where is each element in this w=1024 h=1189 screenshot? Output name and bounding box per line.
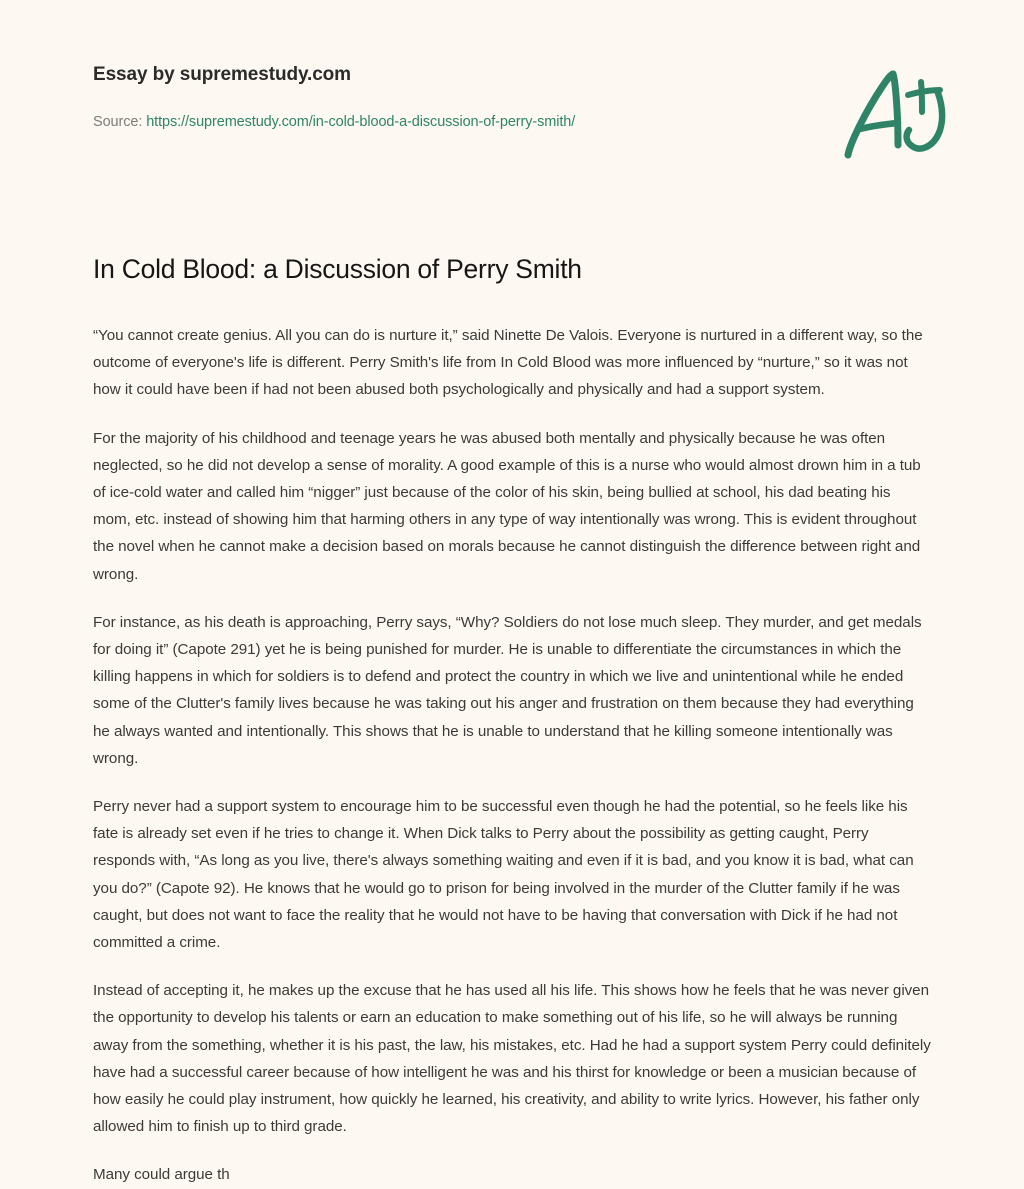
essay-byline: Essay by supremestudy.com	[93, 64, 351, 85]
paragraph: “You cannot create genius. All you can do is nurture it,” said Ninette De Valois. Everyone is nurtured in a different way, so the outcome of everyone's life is different. Perry Smith's life from In Cold Blood was more influenced by “nurture,” so it was not how it could have been if had not been abused both psychologically and physically and had a support system.	[93, 327, 923, 399]
paragraph: Perry never had a support system to encourage him to be successful even though he had the potential, so he feels like his fate is already set even if he tries to change it. When Dick talks to Perry about the possibility as getting caught, Perry responds with, “As long as you live, there's always something waiting and even if it is bad, and you know it is bad, what can you do?” (Capote 92). He knows that he would go to prison for being involved in the murder of the Clutter family if he was caught, but does not want to face the reality that he would not have to be having that conversation with Dick if he had not committed a crime.	[93, 798, 914, 952]
paragraph: For the majority of his childhood and teenage years he was abused both mentally and physically because he was often neglected, so he did not develop a sense of morality. A good example of this is a nurse who would almost drown him in a tub of ice-cold water and called him “nigger” just because of the color of his skin, being bullied at school, his dad beating his mom, etc. instead of showing him that harming others in any type of way intentionally was wrong. This is evident throughout the novel when he cannot make a decision based on morals because he cannot distinguish the difference between right and wrong.	[93, 429, 921, 583]
paragraph: For instance, as his death is approaching, Perry says, “Why? Soldiers do not lose much sleep. They murder, and get medals for doing it” (Capote 291) yet he is being punished for murder. He is unable to differentiate the circumstances in which the killing happens in which for soldiers is to defend and protect the country in which we live and unintentional while he ended some of the Clutter's family lives because he was taking out his anger and frustration on them because they had everything he always wanted and intentionally. This shows that he is unable to understand that he killing someone intentionally was wrong.	[93, 613, 922, 767]
article-body	[93, 322, 931, 1189]
source-url-link[interactable]: https://supremestudy.com/in-cold-blood-a-discussion-of-perry-smith/	[146, 114, 576, 130]
page-title: In Cold Blood: a Discussion of Perry Smith	[93, 254, 582, 284]
document-header	[0, 0, 1024, 190]
article-container	[0, 252, 1024, 1189]
paragraph-truncated: Many could argue th	[93, 1166, 230, 1184]
source-label: Source:	[93, 114, 147, 130]
a-plus-logo-icon	[830, 63, 960, 168]
paragraph: Instead of accepting it, he makes up the excuse that he has used all his life. This shows how he feels that he was never given the opportunity to develop his talents or earn an education to make something out of his life, so he will always be running away from the something, whether it is his past, the law, his mistakes, etc. Had he had a support system Perry could definitely have had a successful career because of how intelligent he was and his thirst for knowledge or been a musician because of how easily he could play instrument, how quickly he learned, his creativity, and ability to write lyrics. However, his father only allowed him to finish up to third grade.	[93, 982, 931, 1136]
source-line	[93, 112, 931, 132]
